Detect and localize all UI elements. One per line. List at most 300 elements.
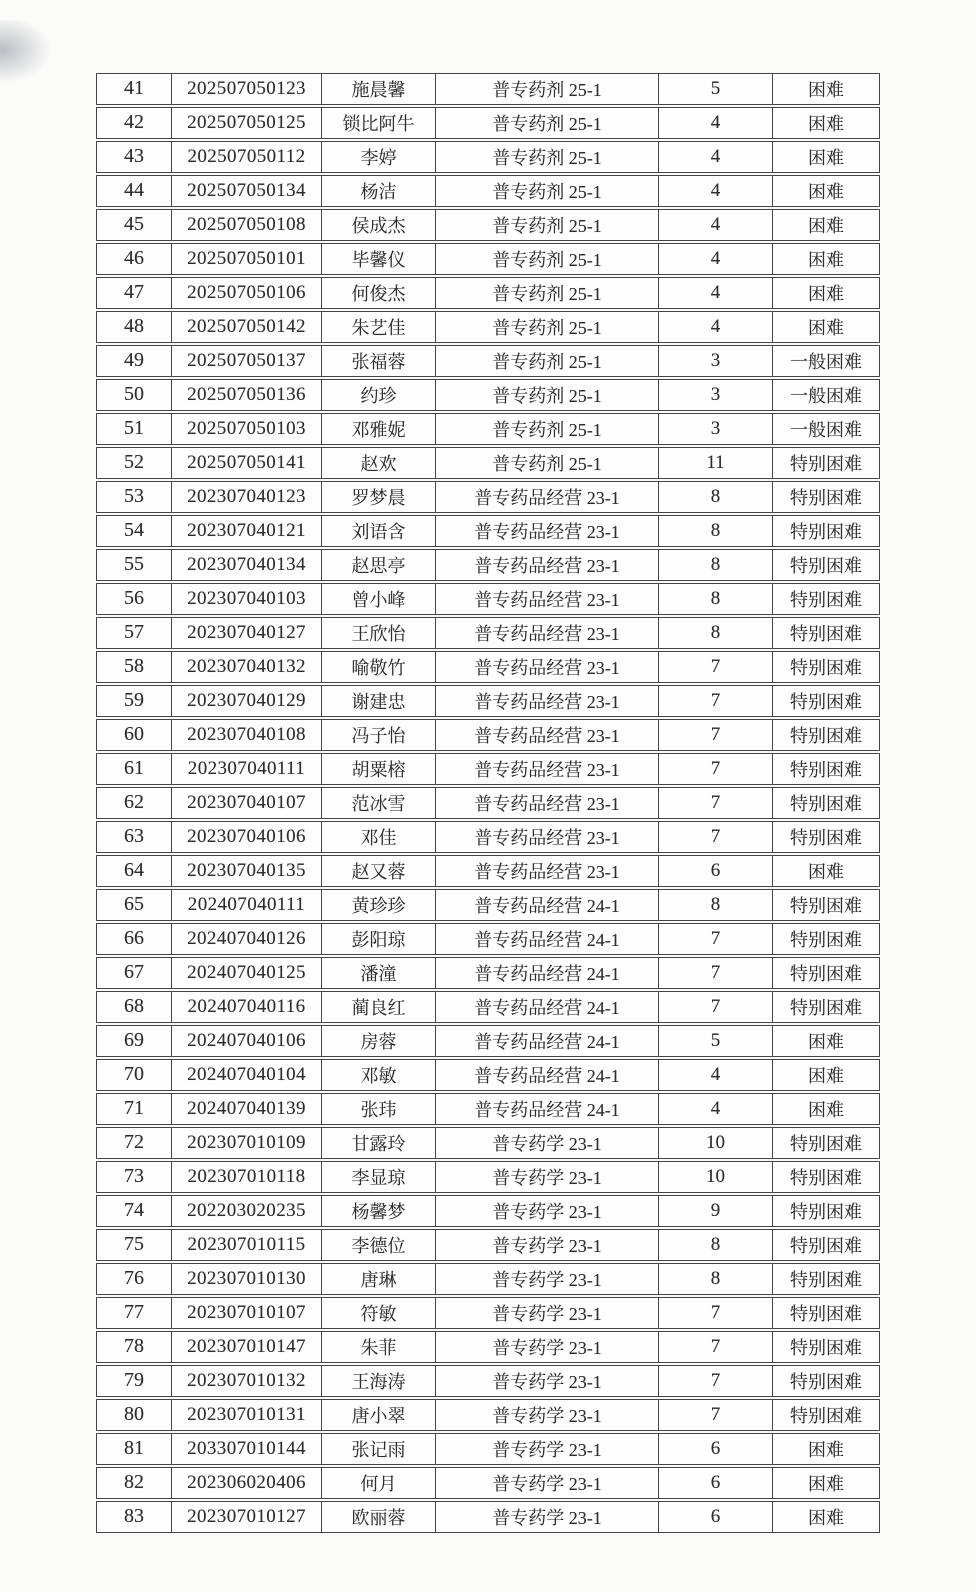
cell-name: 范冰雪 [322, 788, 436, 818]
cell-seq: 69 [97, 1026, 172, 1056]
cell-difficulty-level: 困难 [808, 249, 844, 270]
cell-student-id: 202407040116 [172, 992, 322, 1022]
cell-seq: 48 [97, 312, 172, 342]
cell-count: 5 [659, 74, 773, 104]
table-row [96, 1263, 880, 1295]
cell-seq: 83 [97, 1502, 172, 1532]
cell-class: 普专药品经营 23-1 [436, 754, 659, 784]
cell-name: 喻敬竹 [322, 652, 436, 682]
cell-class: 普专药学 23-1 [436, 1434, 659, 1464]
cell-class: 普专药品经营 24-1 [436, 890, 659, 920]
cell-student-id: 202407040125 [172, 958, 322, 988]
cell-count: 7 [659, 720, 773, 750]
cell-name: 赵欢 [322, 448, 436, 478]
table-row [96, 719, 880, 751]
cell-student-id: 202307010131 [172, 1400, 322, 1430]
table-row [96, 549, 880, 581]
cell-seq: 58 [97, 652, 172, 682]
cell-count: 9 [659, 1196, 773, 1226]
cell-student-id: 202507050125 [172, 108, 322, 138]
cell-difficulty-level: 一般困难 [790, 419, 862, 440]
cell-count: 8 [659, 584, 773, 614]
cell-difficulty-level: 特别困难 [790, 1201, 862, 1222]
cell-seq: 52 [97, 448, 172, 478]
cell-count: 4 [659, 142, 773, 172]
cell-class: 普专药剂 25-1 [436, 448, 659, 478]
cell-seq: 57 [97, 618, 172, 648]
cell-difficulty-level: 特别困难 [790, 997, 862, 1018]
cell-seq: 67 [97, 958, 172, 988]
cell-seq: 41 [97, 74, 172, 104]
cell-count: 7 [659, 754, 773, 784]
cell-count: 10 [659, 1162, 773, 1192]
table-row [96, 73, 880, 105]
table-row [96, 413, 880, 445]
cell-student-id: 202307040129 [172, 686, 322, 716]
cell-difficulty-level: 困难 [808, 113, 844, 134]
cell-seq: 42 [97, 108, 172, 138]
cell-difficulty-level: 一般困难 [790, 351, 862, 372]
cell-count: 8 [659, 1230, 773, 1260]
cell-student-id: 202407040111 [172, 890, 322, 920]
cell-count: 8 [659, 516, 773, 546]
cell-difficulty-level: 特别困难 [790, 657, 862, 678]
cell-student-id: 202507050142 [172, 312, 322, 342]
cell-student-id: 202507050106 [172, 278, 322, 308]
table-row [96, 923, 880, 955]
cell-seq: 70 [97, 1060, 172, 1090]
table-row [96, 1195, 880, 1227]
cell-name: 符敏 [322, 1298, 436, 1328]
cell-difficulty-level: 特别困难 [790, 759, 862, 780]
table-row [96, 753, 880, 785]
cell-seq: 64 [97, 856, 172, 886]
table-row [96, 991, 880, 1023]
cell-student-id: 202307010118 [172, 1162, 322, 1192]
cell-name: 朱艺佳 [322, 312, 436, 342]
cell-count: 8 [659, 1264, 773, 1294]
cell-class: 普专药品经营 23-1 [436, 788, 659, 818]
cell-seq: 68 [97, 992, 172, 1022]
cell-name: 杨洁 [322, 176, 436, 206]
cell-seq: 54 [97, 516, 172, 546]
cell-count: 4 [659, 244, 773, 274]
cell-seq: 65 [97, 890, 172, 920]
cell-name: 邓雅妮 [322, 414, 436, 444]
cell-count: 7 [659, 686, 773, 716]
cell-student-id: 202507050123 [172, 74, 322, 104]
table-row [96, 685, 880, 717]
cell-difficulty-level: 特别困难 [790, 1133, 862, 1154]
cell-count: 7 [659, 652, 773, 682]
cell-class: 普专药品经营 23-1 [436, 516, 659, 546]
cell-seq: 43 [97, 142, 172, 172]
cell-student-id: 202407040139 [172, 1094, 322, 1124]
cell-count: 4 [659, 210, 773, 240]
cell-student-id: 202307010132 [172, 1366, 322, 1396]
cell-difficulty-level: 特别困难 [790, 623, 862, 644]
cell-seq: 81 [97, 1434, 172, 1464]
cell-name: 何俊杰 [322, 278, 436, 308]
table-row [96, 1365, 880, 1397]
cell-seq: 49 [97, 346, 172, 376]
cell-name: 邓佳 [322, 822, 436, 852]
cell-student-id: 202203020235 [172, 1196, 322, 1226]
cell-class: 普专药品经营 23-1 [436, 856, 659, 886]
cell-name: 唐琳 [322, 1264, 436, 1294]
table-row [96, 1127, 880, 1159]
cell-student-id: 202407040106 [172, 1026, 322, 1056]
table-row [96, 1059, 880, 1091]
cell-class: 普专药品经营 23-1 [436, 720, 659, 750]
cell-count: 7 [659, 1298, 773, 1328]
cell-name: 张玮 [322, 1094, 436, 1124]
cell-count: 11 [659, 448, 773, 478]
cell-student-id: 202307010130 [172, 1264, 322, 1294]
cell-count: 4 [659, 1094, 773, 1124]
table-row [96, 821, 880, 853]
cell-difficulty-level: 困难 [808, 1065, 844, 1086]
table-row [96, 1093, 880, 1125]
cell-class: 普专药品经营 23-1 [436, 686, 659, 716]
table-row [96, 583, 880, 615]
cell-name: 李显琼 [322, 1162, 436, 1192]
cell-student-id: 202507050108 [172, 210, 322, 240]
cell-name: 刘语含 [322, 516, 436, 546]
table-row [96, 175, 880, 207]
cell-name: 邓敏 [322, 1060, 436, 1090]
cell-seq: 56 [97, 584, 172, 614]
cell-difficulty-level: 特别困难 [790, 1303, 862, 1324]
cell-student-id: 202407040126 [172, 924, 322, 954]
cell-name: 曾小峰 [322, 584, 436, 614]
table-row [96, 141, 880, 173]
cell-count: 4 [659, 176, 773, 206]
table-row [96, 1331, 880, 1363]
cell-seq: 82 [97, 1468, 172, 1498]
cell-name: 王海涛 [322, 1366, 436, 1396]
cell-difficulty-level: 特别困难 [790, 691, 862, 712]
cell-count: 8 [659, 482, 773, 512]
cell-student-id: 202307010109 [172, 1128, 322, 1158]
cell-class: 普专药剂 25-1 [436, 74, 659, 104]
cell-difficulty-level: 特别困难 [790, 1167, 862, 1188]
table-row [96, 277, 880, 309]
cell-student-id: 202307040134 [172, 550, 322, 580]
cell-difficulty-level: 特别困难 [790, 589, 862, 610]
cell-student-id: 202307040127 [172, 618, 322, 648]
cell-difficulty-level: 特别困难 [790, 1269, 862, 1290]
table-row [96, 1433, 880, 1465]
cell-count: 6 [659, 1434, 773, 1464]
table-row [96, 481, 880, 513]
cell-count: 7 [659, 822, 773, 852]
cell-difficulty-level: 特别困难 [790, 793, 862, 814]
cell-difficulty-level: 困难 [808, 861, 844, 882]
cell-class: 普专药品经营 24-1 [436, 924, 659, 954]
cell-seq: 51 [97, 414, 172, 444]
cell-count: 7 [659, 1366, 773, 1396]
cell-seq: 59 [97, 686, 172, 716]
cell-name: 房蓉 [322, 1026, 436, 1056]
cell-class: 普专药学 23-1 [436, 1502, 659, 1532]
cell-difficulty-level: 特别困难 [790, 555, 862, 576]
table-row [96, 855, 880, 887]
cell-class: 普专药学 23-1 [436, 1400, 659, 1430]
cell-difficulty-level: 困难 [808, 1439, 844, 1460]
cell-class: 普专药学 23-1 [436, 1196, 659, 1226]
cell-name: 何月 [322, 1468, 436, 1498]
table-row [96, 1399, 880, 1431]
cell-name: 张记雨 [322, 1434, 436, 1464]
cell-class: 普专药剂 25-1 [436, 414, 659, 444]
cell-student-id: 202307040107 [172, 788, 322, 818]
cell-student-id: 202307040121 [172, 516, 322, 546]
table-row [96, 107, 880, 139]
cell-student-id: 202307010127 [172, 1502, 322, 1532]
cell-student-id: 202307040132 [172, 652, 322, 682]
cell-count: 7 [659, 958, 773, 988]
cell-name: 潘潼 [322, 958, 436, 988]
cell-difficulty-level: 特别困难 [790, 487, 862, 508]
cell-class: 普专药剂 25-1 [436, 244, 659, 274]
cell-student-id: 202307040111 [172, 754, 322, 784]
cell-seq: 61 [97, 754, 172, 784]
cell-difficulty-level: 特别困难 [790, 1371, 862, 1392]
cell-name: 蔺良红 [322, 992, 436, 1022]
cell-count: 3 [659, 346, 773, 376]
cell-seq: 60 [97, 720, 172, 750]
cell-student-id: 202407040104 [172, 1060, 322, 1090]
cell-name: 施晨馨 [322, 74, 436, 104]
cell-class: 普专药学 23-1 [436, 1264, 659, 1294]
cell-class: 普专药学 23-1 [436, 1332, 659, 1362]
cell-student-id: 202307040103 [172, 584, 322, 614]
cell-name: 李德位 [322, 1230, 436, 1260]
cell-count: 7 [659, 788, 773, 818]
cell-count: 8 [659, 890, 773, 920]
cell-seq: 45 [97, 210, 172, 240]
cell-name: 毕馨仪 [322, 244, 436, 274]
cell-seq: 80 [97, 1400, 172, 1430]
cell-difficulty-level: 特别困难 [790, 453, 862, 474]
cell-student-id: 202507050134 [172, 176, 322, 206]
cell-difficulty-level: 困难 [808, 181, 844, 202]
table-row [96, 1025, 880, 1057]
cell-difficulty-level: 特别困难 [790, 1235, 862, 1256]
cell-difficulty-level: 困难 [808, 1507, 844, 1528]
cell-difficulty-level: 特别困难 [790, 929, 862, 950]
table-row [96, 889, 880, 921]
cell-class: 普专药品经营 24-1 [436, 1094, 659, 1124]
cell-count: 6 [659, 1502, 773, 1532]
cell-student-id: 202507050103 [172, 414, 322, 444]
cell-student-id: 203307010144 [172, 1434, 322, 1464]
cell-name: 李婷 [322, 142, 436, 172]
table-row [96, 1297, 880, 1329]
cell-student-id: 202507050136 [172, 380, 322, 410]
cell-difficulty-level: 困难 [808, 1473, 844, 1494]
table-row [96, 617, 880, 649]
cell-student-id: 202307040123 [172, 482, 322, 512]
cell-difficulty-level: 困难 [808, 1099, 844, 1120]
cell-count: 6 [659, 856, 773, 886]
cell-class: 普专药学 23-1 [436, 1468, 659, 1498]
cell-count: 6 [659, 1468, 773, 1498]
cell-count: 7 [659, 1332, 773, 1362]
cell-count: 4 [659, 278, 773, 308]
cell-class: 普专药品经营 23-1 [436, 652, 659, 682]
cell-class: 普专药学 23-1 [436, 1366, 659, 1396]
cell-name: 唐小翠 [322, 1400, 436, 1430]
cell-class: 普专药剂 25-1 [436, 108, 659, 138]
cell-count: 8 [659, 550, 773, 580]
cell-name: 黄珍珍 [322, 890, 436, 920]
cell-student-id: 202307010107 [172, 1298, 322, 1328]
cell-seq: 76 [97, 1264, 172, 1294]
cell-class: 普专药剂 25-1 [436, 210, 659, 240]
cell-difficulty-level: 特别困难 [790, 1405, 862, 1426]
cell-seq: 46 [97, 244, 172, 274]
cell-student-id: 202507050112 [172, 142, 322, 172]
table-row [96, 379, 880, 411]
cell-class: 普专药品经营 24-1 [436, 992, 659, 1022]
cell-name: 谢建忠 [322, 686, 436, 716]
cell-seq: 75 [97, 1230, 172, 1260]
cell-name: 胡粟榕 [322, 754, 436, 784]
cell-class: 普专药学 23-1 [436, 1230, 659, 1260]
table-row [96, 1229, 880, 1261]
cell-student-id: 202507050141 [172, 448, 322, 478]
table-row [96, 651, 880, 683]
cell-student-id: 202307040106 [172, 822, 322, 852]
table-row [96, 345, 880, 377]
cell-name: 欧丽蓉 [322, 1502, 436, 1532]
cell-difficulty-level: 特别困难 [790, 895, 862, 916]
cell-count: 10 [659, 1128, 773, 1158]
cell-name: 朱菲 [322, 1332, 436, 1362]
cell-difficulty-level: 特别困难 [790, 1337, 862, 1358]
cell-name: 冯子怡 [322, 720, 436, 750]
cell-seq: 79 [97, 1366, 172, 1396]
cell-name: 彭阳琼 [322, 924, 436, 954]
cell-seq: 53 [97, 482, 172, 512]
cell-count: 3 [659, 414, 773, 444]
cell-seq: 47 [97, 278, 172, 308]
cell-seq: 50 [97, 380, 172, 410]
cell-seq: 63 [97, 822, 172, 852]
table-row [96, 1501, 880, 1533]
cell-seq: 74 [97, 1196, 172, 1226]
cell-student-id: 202307040135 [172, 856, 322, 886]
cell-name: 约珍 [322, 380, 436, 410]
table-row [96, 1467, 880, 1499]
cell-count: 3 [659, 380, 773, 410]
cell-class: 普专药剂 25-1 [436, 176, 659, 206]
cell-difficulty-level: 困难 [808, 1031, 844, 1052]
cell-class: 普专药品经营 24-1 [436, 1060, 659, 1090]
cell-name: 张福蓉 [322, 346, 436, 376]
table-row [96, 957, 880, 989]
cell-count: 7 [659, 924, 773, 954]
cell-class: 普专药品经营 23-1 [436, 482, 659, 512]
table-row [96, 447, 880, 479]
cell-seq: 78 [97, 1332, 172, 1362]
cell-class: 普专药剂 25-1 [436, 380, 659, 410]
cell-name: 甘露玲 [322, 1128, 436, 1158]
cell-class: 普专药品经营 24-1 [436, 958, 659, 988]
table-row [96, 311, 880, 343]
cell-student-id: 202307010115 [172, 1230, 322, 1260]
cell-name: 王欣怡 [322, 618, 436, 648]
cell-seq: 73 [97, 1162, 172, 1192]
cell-difficulty-level: 困难 [808, 215, 844, 236]
cell-count: 4 [659, 108, 773, 138]
cell-difficulty-level: 一般困难 [790, 385, 862, 406]
cell-count: 5 [659, 1026, 773, 1056]
cell-class: 普专药品经营 23-1 [436, 618, 659, 648]
student-table [96, 73, 880, 1535]
cell-class: 普专药学 23-1 [436, 1162, 659, 1192]
cell-count: 4 [659, 312, 773, 342]
cell-difficulty-level: 困难 [808, 283, 844, 304]
cell-name: 罗梦晨 [322, 482, 436, 512]
cell-class: 普专药剂 25-1 [436, 142, 659, 172]
cell-difficulty-level: 困难 [808, 317, 844, 338]
cell-student-id: 202507050101 [172, 244, 322, 274]
cell-count: 8 [659, 618, 773, 648]
table-row [96, 787, 880, 819]
table-row [96, 243, 880, 275]
cell-class: 普专药品经营 24-1 [436, 1026, 659, 1056]
cell-class: 普专药学 23-1 [436, 1298, 659, 1328]
cell-difficulty-level: 特别困难 [790, 521, 862, 542]
cell-name: 侯成杰 [322, 210, 436, 240]
cell-count: 4 [659, 1060, 773, 1090]
cell-class: 普专药品经营 23-1 [436, 550, 659, 580]
cell-count: 7 [659, 992, 773, 1022]
cell-difficulty-level: 困难 [808, 147, 844, 168]
cell-seq: 77 [97, 1298, 172, 1328]
cell-seq: 71 [97, 1094, 172, 1124]
cell-name: 锁比阿牛 [322, 108, 436, 138]
cell-difficulty-level: 特别困难 [790, 725, 862, 746]
cell-class: 普专药剂 25-1 [436, 346, 659, 376]
cell-name: 赵又蓉 [322, 856, 436, 886]
cell-student-id: 202507050137 [172, 346, 322, 376]
cell-difficulty-level: 特别困难 [790, 827, 862, 848]
cell-class: 普专药品经营 23-1 [436, 822, 659, 852]
cell-class: 普专药学 23-1 [436, 1128, 659, 1158]
cell-seq: 62 [97, 788, 172, 818]
cell-count: 7 [659, 1400, 773, 1430]
cell-student-id: 202307010147 [172, 1332, 322, 1362]
cell-seq: 55 [97, 550, 172, 580]
cell-seq: 72 [97, 1128, 172, 1158]
table-row [96, 1161, 880, 1193]
cell-name: 赵思亭 [322, 550, 436, 580]
cell-difficulty-level: 困难 [808, 79, 844, 100]
cell-class: 普专药品经营 23-1 [436, 584, 659, 614]
cell-student-id: 202306020406 [172, 1468, 322, 1498]
cell-class: 普专药剂 25-1 [436, 278, 659, 308]
table-row [96, 209, 880, 241]
table-row [96, 515, 880, 547]
cell-seq: 44 [97, 176, 172, 206]
cell-seq: 66 [97, 924, 172, 954]
cell-difficulty-level: 特别困难 [790, 963, 862, 984]
cell-student-id: 202307040108 [172, 720, 322, 750]
